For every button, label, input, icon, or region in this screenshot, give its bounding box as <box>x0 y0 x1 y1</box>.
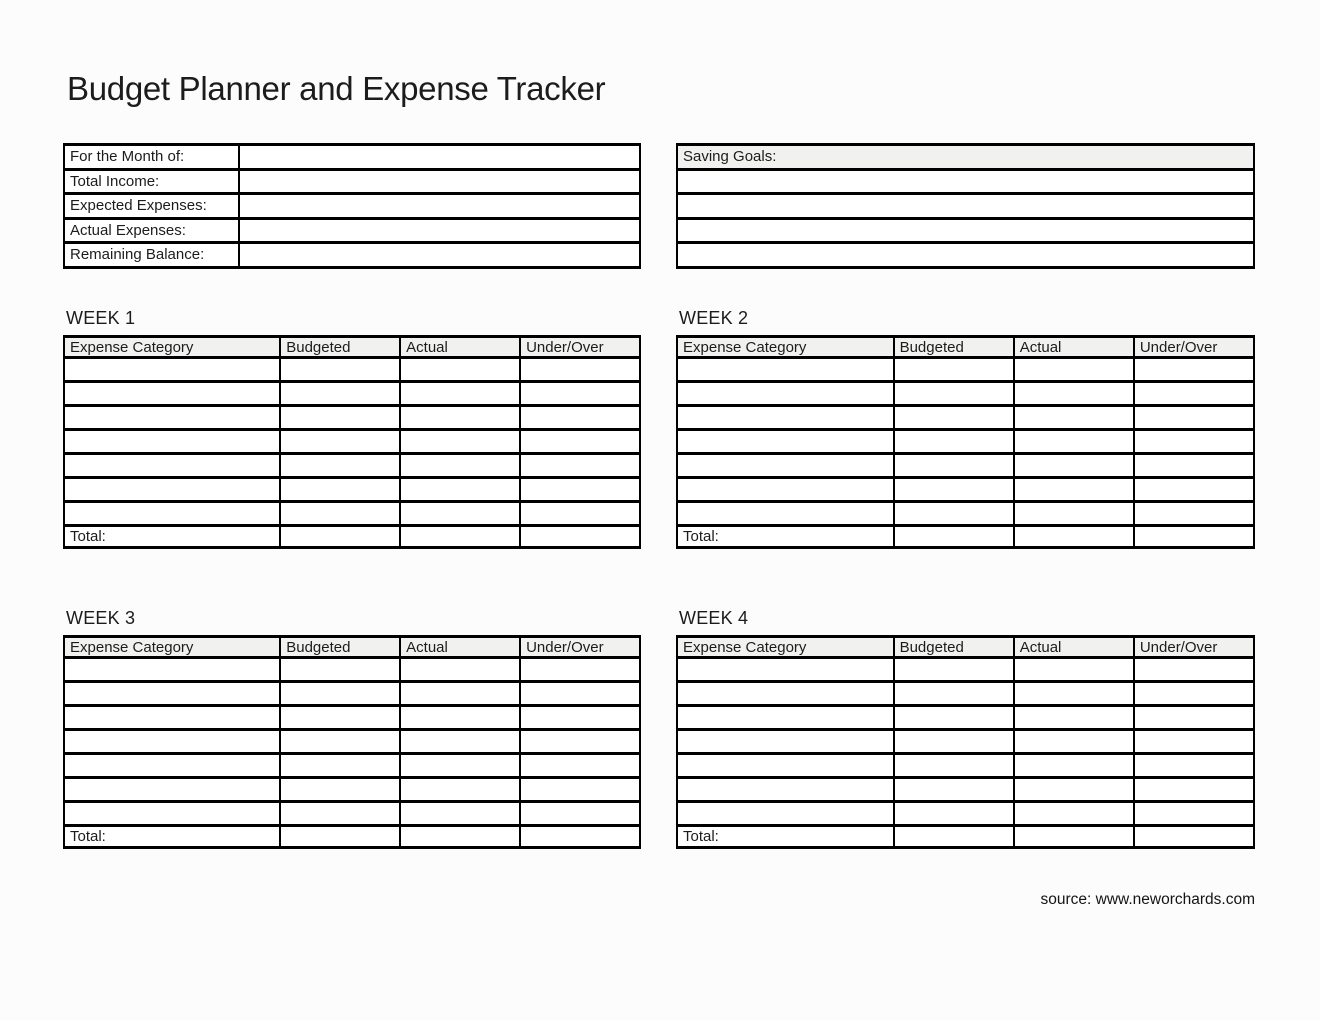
expense-cell[interactable] <box>520 502 640 526</box>
column-header-expense-category: Expense Category <box>677 637 894 658</box>
total-label: Total: <box>64 526 280 548</box>
expense-cell[interactable] <box>280 382 400 406</box>
expense-row <box>64 430 640 454</box>
saving-goal-row <box>677 243 1254 268</box>
expense-cell[interactable] <box>280 430 400 454</box>
expense-cell[interactable] <box>1134 382 1254 406</box>
total-value-cell[interactable] <box>400 826 520 848</box>
expense-row <box>677 706 1254 730</box>
expense-row <box>64 502 640 526</box>
expense-cell[interactable] <box>520 454 640 478</box>
expense-cell[interactable] <box>894 502 1014 526</box>
expense-cell[interactable] <box>894 730 1014 754</box>
expense-cell[interactable] <box>1134 682 1254 706</box>
expense-cell[interactable] <box>520 430 640 454</box>
expense-cell[interactable] <box>64 502 280 526</box>
expense-cell[interactable] <box>1134 358 1254 382</box>
saving-goal-cell[interactable] <box>677 243 1254 268</box>
expense-cell[interactable] <box>400 706 520 730</box>
expense-cell[interactable] <box>894 478 1014 502</box>
expense-cell[interactable] <box>1014 730 1134 754</box>
saving-goal-row <box>677 169 1254 194</box>
expense-row <box>64 682 640 706</box>
saving-goals-header: Saving Goals: <box>677 145 1254 170</box>
column-header-expense-category: Expense Category <box>64 637 280 658</box>
expense-cell[interactable] <box>1134 658 1254 682</box>
summary-value-expected-expenses[interactable] <box>239 194 640 219</box>
expense-cell[interactable] <box>280 778 400 802</box>
expense-cell[interactable] <box>520 406 640 430</box>
expense-cell[interactable] <box>894 454 1014 478</box>
expense-cell[interactable] <box>280 358 400 382</box>
expense-row <box>64 706 640 730</box>
expense-cell[interactable] <box>520 358 640 382</box>
total-value-cell[interactable] <box>520 526 640 548</box>
total-label: Total: <box>64 826 280 848</box>
expense-cell[interactable] <box>64 706 280 730</box>
saving-goal-cell[interactable] <box>677 169 1254 194</box>
total-value-cell[interactable] <box>894 526 1014 548</box>
total-row <box>677 826 1254 848</box>
expense-row <box>64 754 640 778</box>
expense-cell[interactable] <box>677 406 894 430</box>
week-4-section <box>676 608 1255 849</box>
expense-cell[interactable] <box>1134 430 1254 454</box>
expense-cell[interactable] <box>520 658 640 682</box>
expense-cell[interactable] <box>894 658 1014 682</box>
column-header-budgeted: Budgeted <box>280 337 400 358</box>
column-header-expense-category: Expense Category <box>64 337 280 358</box>
expense-cell[interactable] <box>520 802 640 826</box>
week-3-table <box>63 635 641 849</box>
expense-cell[interactable] <box>520 754 640 778</box>
column-header-budgeted: Budgeted <box>894 637 1014 658</box>
expense-cell[interactable] <box>400 406 520 430</box>
expense-cell[interactable] <box>1014 706 1134 730</box>
saving-goals-header-row <box>677 145 1254 170</box>
expense-cell[interactable] <box>1014 406 1134 430</box>
expense-cell[interactable] <box>894 778 1014 802</box>
source-note: source: www.neworchards.com <box>1040 891 1255 908</box>
expense-cell[interactable] <box>677 358 894 382</box>
expense-row <box>64 730 640 754</box>
expense-cell[interactable] <box>64 478 280 502</box>
week-2-table <box>676 335 1255 549</box>
expense-cell[interactable] <box>64 754 280 778</box>
week-table-header-row <box>64 637 640 658</box>
total-row <box>64 526 640 548</box>
expense-cell[interactable] <box>400 502 520 526</box>
expense-cell[interactable] <box>894 382 1014 406</box>
expense-cell[interactable] <box>677 382 894 406</box>
summary-row <box>64 243 640 268</box>
week-2-heading: WEEK 2 <box>679 308 749 328</box>
expense-cell[interactable] <box>677 502 894 526</box>
summary-label-actual-expenses: Actual Expenses: <box>64 218 239 243</box>
expense-cell[interactable] <box>280 658 400 682</box>
expense-cell[interactable] <box>1134 706 1254 730</box>
expense-row <box>64 358 640 382</box>
expense-cell[interactable] <box>280 682 400 706</box>
expense-cell[interactable] <box>280 406 400 430</box>
expense-row <box>64 382 640 406</box>
total-value-cell[interactable] <box>520 826 640 848</box>
expense-cell[interactable] <box>520 778 640 802</box>
saving-goals-table <box>676 143 1255 269</box>
expense-cell[interactable] <box>400 382 520 406</box>
column-header-actual: Actual <box>400 337 520 358</box>
expense-row <box>64 802 640 826</box>
expense-cell[interactable] <box>1014 358 1134 382</box>
expense-cell[interactable] <box>64 658 280 682</box>
total-value-cell[interactable] <box>1134 826 1254 848</box>
expense-cell[interactable] <box>1014 658 1134 682</box>
column-header-under-over: Under/Over <box>520 637 640 658</box>
expense-cell[interactable] <box>1134 754 1254 778</box>
total-value-cell[interactable] <box>280 826 400 848</box>
expense-cell[interactable] <box>677 478 894 502</box>
page-title: Budget Planner and Expense Tracker <box>67 70 606 107</box>
expense-cell[interactable] <box>677 682 894 706</box>
saving-goal-cell[interactable] <box>677 218 1254 243</box>
expense-cell[interactable] <box>894 430 1014 454</box>
summary-label-month: For the Month of: <box>64 145 239 170</box>
expense-cell[interactable] <box>677 658 894 682</box>
week-3-section <box>63 608 641 849</box>
column-header-actual: Actual <box>1014 337 1134 358</box>
expense-cell[interactable] <box>400 358 520 382</box>
expense-cell[interactable] <box>1014 754 1134 778</box>
expense-cell[interactable] <box>280 478 400 502</box>
expense-cell[interactable] <box>1134 478 1254 502</box>
expense-cell[interactable] <box>677 430 894 454</box>
column-header-budgeted: Budgeted <box>894 337 1014 358</box>
expense-cell[interactable] <box>677 730 894 754</box>
week-table-header-row <box>677 637 1254 658</box>
expense-cell[interactable] <box>280 454 400 478</box>
expense-cell[interactable] <box>520 382 640 406</box>
total-value-cell[interactable] <box>1014 526 1134 548</box>
expense-cell[interactable] <box>677 778 894 802</box>
expense-cell[interactable] <box>894 358 1014 382</box>
expense-cell[interactable] <box>64 682 280 706</box>
column-header-under-over: Under/Over <box>520 337 640 358</box>
expense-cell[interactable] <box>677 706 894 730</box>
expense-row <box>677 778 1254 802</box>
week-1-section <box>63 308 641 549</box>
total-value-cell[interactable] <box>280 526 400 548</box>
expense-cell[interactable] <box>280 802 400 826</box>
expense-cell[interactable] <box>400 658 520 682</box>
total-value-cell[interactable] <box>1014 826 1134 848</box>
expense-cell[interactable] <box>400 478 520 502</box>
expense-cell[interactable] <box>1134 802 1254 826</box>
expense-cell[interactable] <box>1134 778 1254 802</box>
expense-cell[interactable] <box>520 682 640 706</box>
column-header-expense-category: Expense Category <box>677 337 894 358</box>
week-table-header-row <box>677 337 1254 358</box>
month-summary-table <box>63 143 641 269</box>
column-header-budgeted: Budgeted <box>280 637 400 658</box>
total-row <box>677 526 1254 548</box>
total-label: Total: <box>677 526 894 548</box>
expense-row <box>677 802 1254 826</box>
expense-row <box>64 658 640 682</box>
expense-cell[interactable] <box>64 382 280 406</box>
expense-cell[interactable] <box>677 754 894 778</box>
expense-row <box>677 502 1254 526</box>
expense-cell[interactable] <box>400 802 520 826</box>
total-value-cell[interactable] <box>400 526 520 548</box>
expense-cell[interactable] <box>280 502 400 526</box>
expense-cell[interactable] <box>280 706 400 730</box>
expense-cell[interactable] <box>677 802 894 826</box>
saving-goal-row <box>677 218 1254 243</box>
column-header-under-over: Under/Over <box>1134 337 1254 358</box>
saving-goal-row <box>677 194 1254 219</box>
expense-row <box>64 778 640 802</box>
total-row <box>64 826 640 848</box>
expense-row <box>677 430 1254 454</box>
expense-cell[interactable] <box>1014 682 1134 706</box>
expense-cell[interactable] <box>400 754 520 778</box>
expense-cell[interactable] <box>64 358 280 382</box>
expense-cell[interactable] <box>64 730 280 754</box>
column-header-actual: Actual <box>1014 637 1134 658</box>
week-table-header-row <box>64 337 640 358</box>
expense-cell[interactable] <box>1134 406 1254 430</box>
expense-row <box>677 730 1254 754</box>
expense-cell[interactable] <box>64 454 280 478</box>
expense-cell[interactable] <box>1014 430 1134 454</box>
column-header-actual: Actual <box>400 637 520 658</box>
expense-cell[interactable] <box>1014 382 1134 406</box>
expense-row <box>64 454 640 478</box>
summary-row <box>64 145 640 170</box>
expense-cell[interactable] <box>1134 502 1254 526</box>
total-label: Total: <box>677 826 894 848</box>
summary-value-actual-expenses[interactable] <box>239 218 640 243</box>
expense-cell[interactable] <box>894 802 1014 826</box>
expense-cell[interactable] <box>400 730 520 754</box>
summary-label-remaining-balance: Remaining Balance: <box>64 243 239 268</box>
expense-cell[interactable] <box>64 406 280 430</box>
expense-cell[interactable] <box>1014 778 1134 802</box>
expense-cell[interactable] <box>894 754 1014 778</box>
expense-cell[interactable] <box>894 406 1014 430</box>
expense-cell[interactable] <box>894 682 1014 706</box>
summary-row <box>64 169 640 194</box>
expense-cell[interactable] <box>280 754 400 778</box>
expense-cell[interactable] <box>1134 454 1254 478</box>
summary-label-expected-expenses: Expected Expenses: <box>64 194 239 219</box>
expense-row <box>677 382 1254 406</box>
expense-cell[interactable] <box>400 778 520 802</box>
week-4-table <box>676 635 1255 849</box>
expense-row <box>64 406 640 430</box>
week-1-heading: WEEK 1 <box>66 308 136 328</box>
week-1-table <box>63 335 641 549</box>
expense-cell[interactable] <box>520 730 640 754</box>
expense-cell[interactable] <box>64 430 280 454</box>
expense-cell[interactable] <box>280 730 400 754</box>
expense-cell[interactable] <box>1014 502 1134 526</box>
expense-cell[interactable] <box>64 778 280 802</box>
expense-cell[interactable] <box>400 682 520 706</box>
summary-value-remaining-balance[interactable] <box>239 243 640 268</box>
expense-row <box>677 406 1254 430</box>
summary-value-total-income[interactable] <box>239 169 640 194</box>
expense-cell[interactable] <box>520 478 640 502</box>
expense-row <box>677 754 1254 778</box>
expense-row <box>64 478 640 502</box>
expense-cell[interactable] <box>1014 454 1134 478</box>
expense-row <box>677 358 1254 382</box>
expense-cell[interactable] <box>894 706 1014 730</box>
expense-cell[interactable] <box>400 430 520 454</box>
column-header-under-over: Under/Over <box>1134 637 1254 658</box>
expense-cell[interactable] <box>400 454 520 478</box>
summary-row <box>64 218 640 243</box>
total-value-cell[interactable] <box>894 826 1014 848</box>
total-value-cell[interactable] <box>1134 526 1254 548</box>
summary-value-month[interactable] <box>239 145 640 170</box>
expense-row <box>677 658 1254 682</box>
week-2-section <box>676 308 1255 549</box>
week-3-heading: WEEK 3 <box>66 608 136 628</box>
expense-row <box>677 478 1254 502</box>
expense-row <box>677 454 1254 478</box>
expense-cell[interactable] <box>64 802 280 826</box>
expense-cell[interactable] <box>520 706 640 730</box>
summary-row <box>64 194 640 219</box>
saving-goal-cell[interactable] <box>677 194 1254 219</box>
expense-cell[interactable] <box>1134 730 1254 754</box>
expense-row <box>677 682 1254 706</box>
expense-cell[interactable] <box>1014 478 1134 502</box>
week-4-heading: WEEK 4 <box>679 608 749 628</box>
summary-label-total-income: Total Income: <box>64 169 239 194</box>
expense-cell[interactable] <box>1014 802 1134 826</box>
expense-cell[interactable] <box>677 454 894 478</box>
